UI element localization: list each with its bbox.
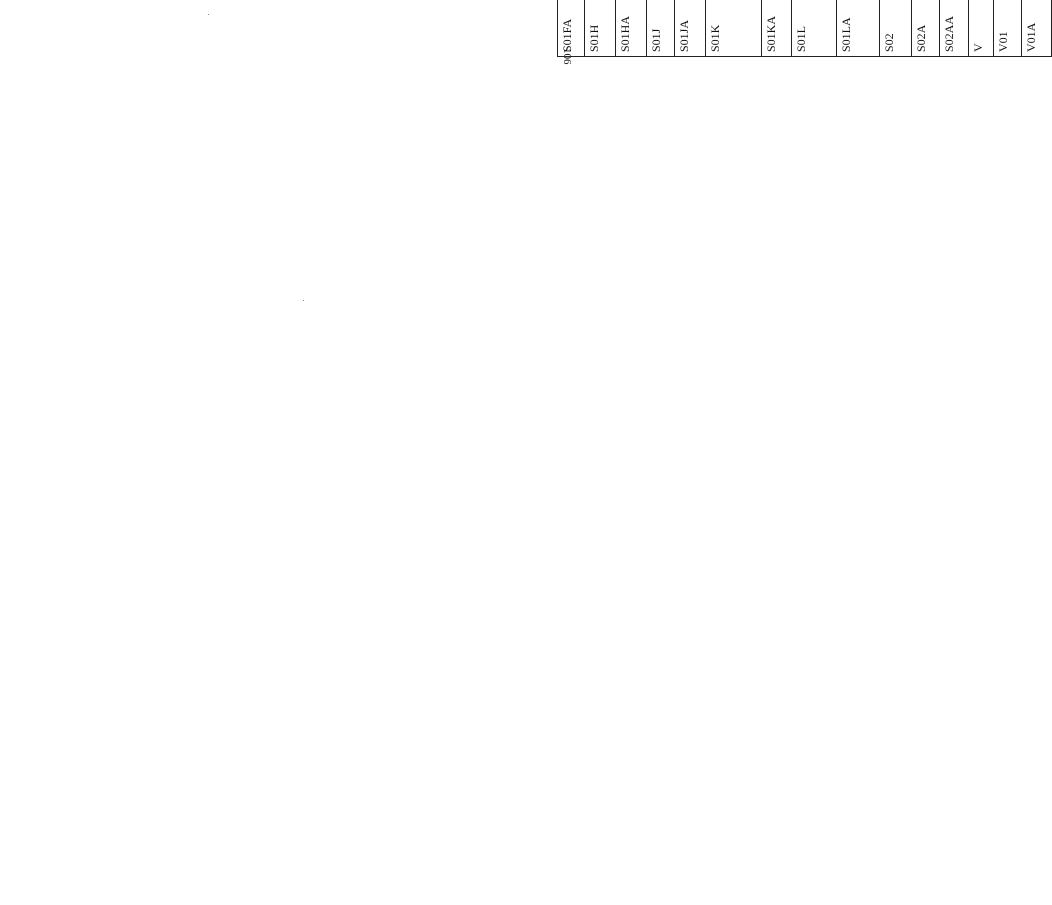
table-row [994,0,1021,57]
code-cell: S02 [880,0,911,57]
table-row [1021,0,1051,57]
code-cell: S01H [585,0,615,57]
code-cell: S02A [911,0,939,57]
table-row [911,0,939,57]
table-row [836,0,879,57]
code-cell: S02AA [939,0,968,57]
table-row [615,0,646,57]
table-row [762,0,792,57]
code-cell: S01K [706,0,762,57]
table-row [646,0,674,57]
table-row [558,0,585,57]
table-row [880,0,911,57]
scan-speck [208,14,209,15]
scan-speck [303,300,304,301]
code-cell: S01JA [675,0,706,57]
code-cell: S01HA [615,0,646,57]
table-row [939,0,968,57]
atc-table [557,0,1052,57]
code-cell: S01J [646,0,674,57]
code-cell: S01KA [762,0,792,57]
code-cell: V01 [994,0,1021,57]
rotated-table-container [557,0,1052,57]
page-number: 106 [561,48,573,65]
table-row [706,0,762,57]
table-row [792,0,836,57]
table-row [585,0,615,57]
code-cell: S01FA [558,0,585,57]
code-cell: S01LA [836,0,879,57]
table-row [969,0,994,57]
code-cell: V [969,0,994,57]
atc-table-body [558,0,1052,57]
code-cell: S01L [792,0,836,57]
code-cell: V01A [1021,0,1051,57]
table-row [675,0,706,57]
